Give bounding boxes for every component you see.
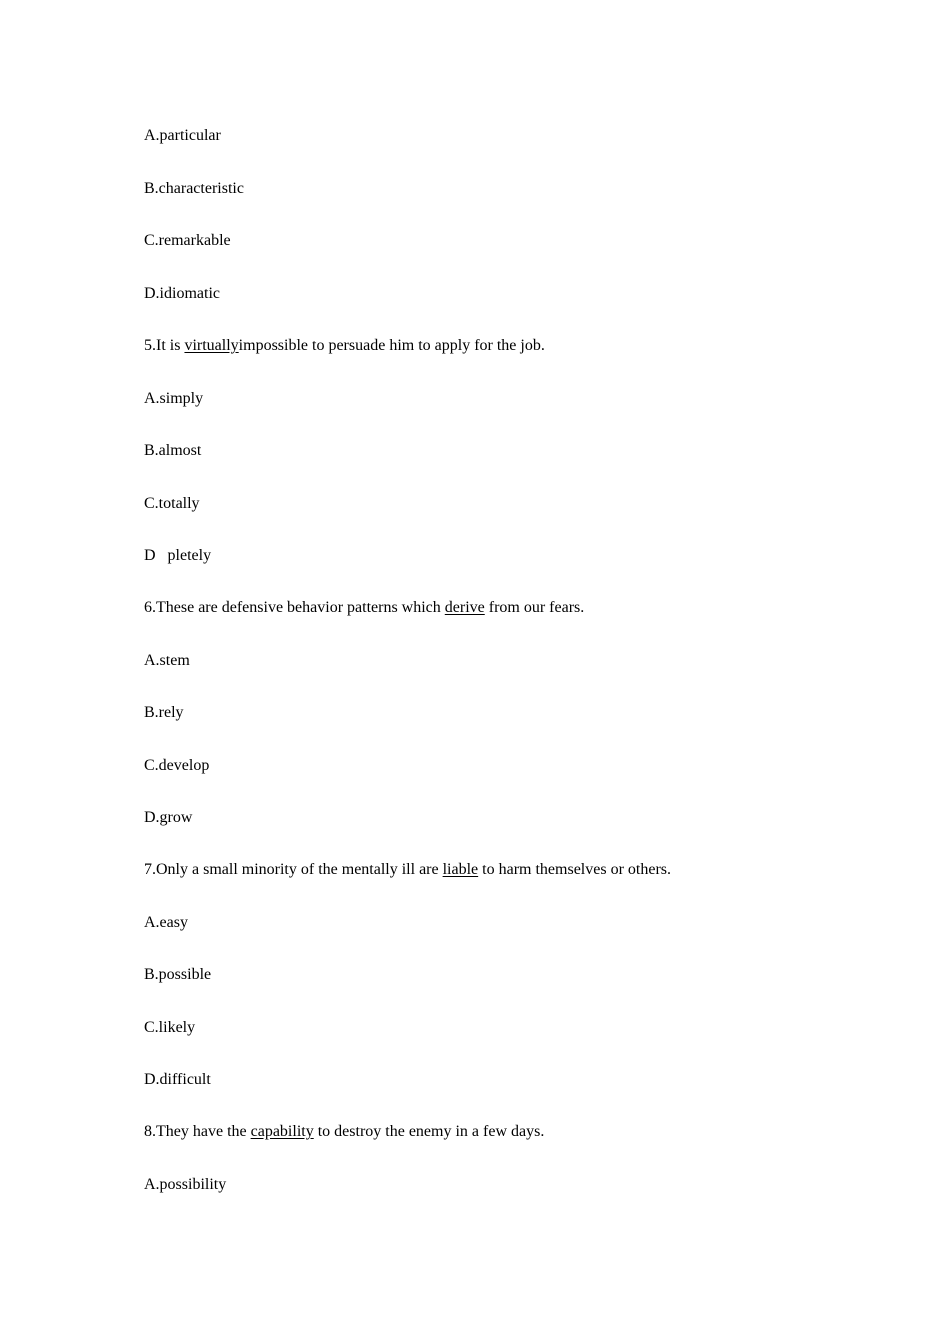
q7-option-a: A.easy (144, 914, 188, 931)
q7-option-b: B.possible (144, 966, 212, 983)
q7-suffix: to harm themselves or others. (478, 861, 671, 878)
q7-underlined-word: liable (442, 861, 479, 878)
q6-option-c: C.develop (144, 757, 210, 774)
q8-prefix: 8.They have the (144, 1123, 251, 1140)
q6-stem (144, 598, 584, 618)
q5-underlined-word: virtually (184, 337, 239, 354)
q6-underlined-word: derive (444, 599, 485, 616)
q7-prefix: 7.Only a small minority of the mentally ill are (144, 861, 443, 878)
q6-suffix: from our fears. (484, 599, 585, 616)
q4-option-b: B.characteristic (144, 180, 244, 197)
q8-option-a: A.possibility (144, 1176, 227, 1193)
q7-stem (144, 860, 671, 880)
q4-option-d: D.idiomatic (144, 285, 220, 302)
q5-stem (144, 336, 545, 356)
q8-suffix: to destroy the enemy in a few days. (313, 1123, 545, 1140)
q5-prefix: 5.It is (144, 337, 185, 354)
q6-option-b: B.rely (144, 704, 184, 721)
q5-suffix: impossible to persuade him to apply for the job. (238, 337, 545, 354)
q6-option-d: D.grow (144, 809, 193, 826)
q7-option-c: C.likely (144, 1019, 196, 1036)
q8-underlined-word: capability (250, 1123, 314, 1140)
q5-option-a: A.simply (144, 390, 204, 407)
q6-option-a: A.stem (144, 652, 190, 669)
q5-option-d: D pletely (144, 547, 212, 564)
q5-option-b: B.almost (144, 442, 202, 459)
q6-prefix: 6.These are defensive behavior patterns which (144, 599, 445, 616)
q4-option-c: C.remarkable (144, 232, 231, 249)
q5-option-c: C.totally (144, 495, 200, 512)
q4-option-a: A.particular (144, 127, 221, 144)
q8-stem (144, 1122, 544, 1142)
q7-option-d: D.difficult (144, 1071, 211, 1088)
